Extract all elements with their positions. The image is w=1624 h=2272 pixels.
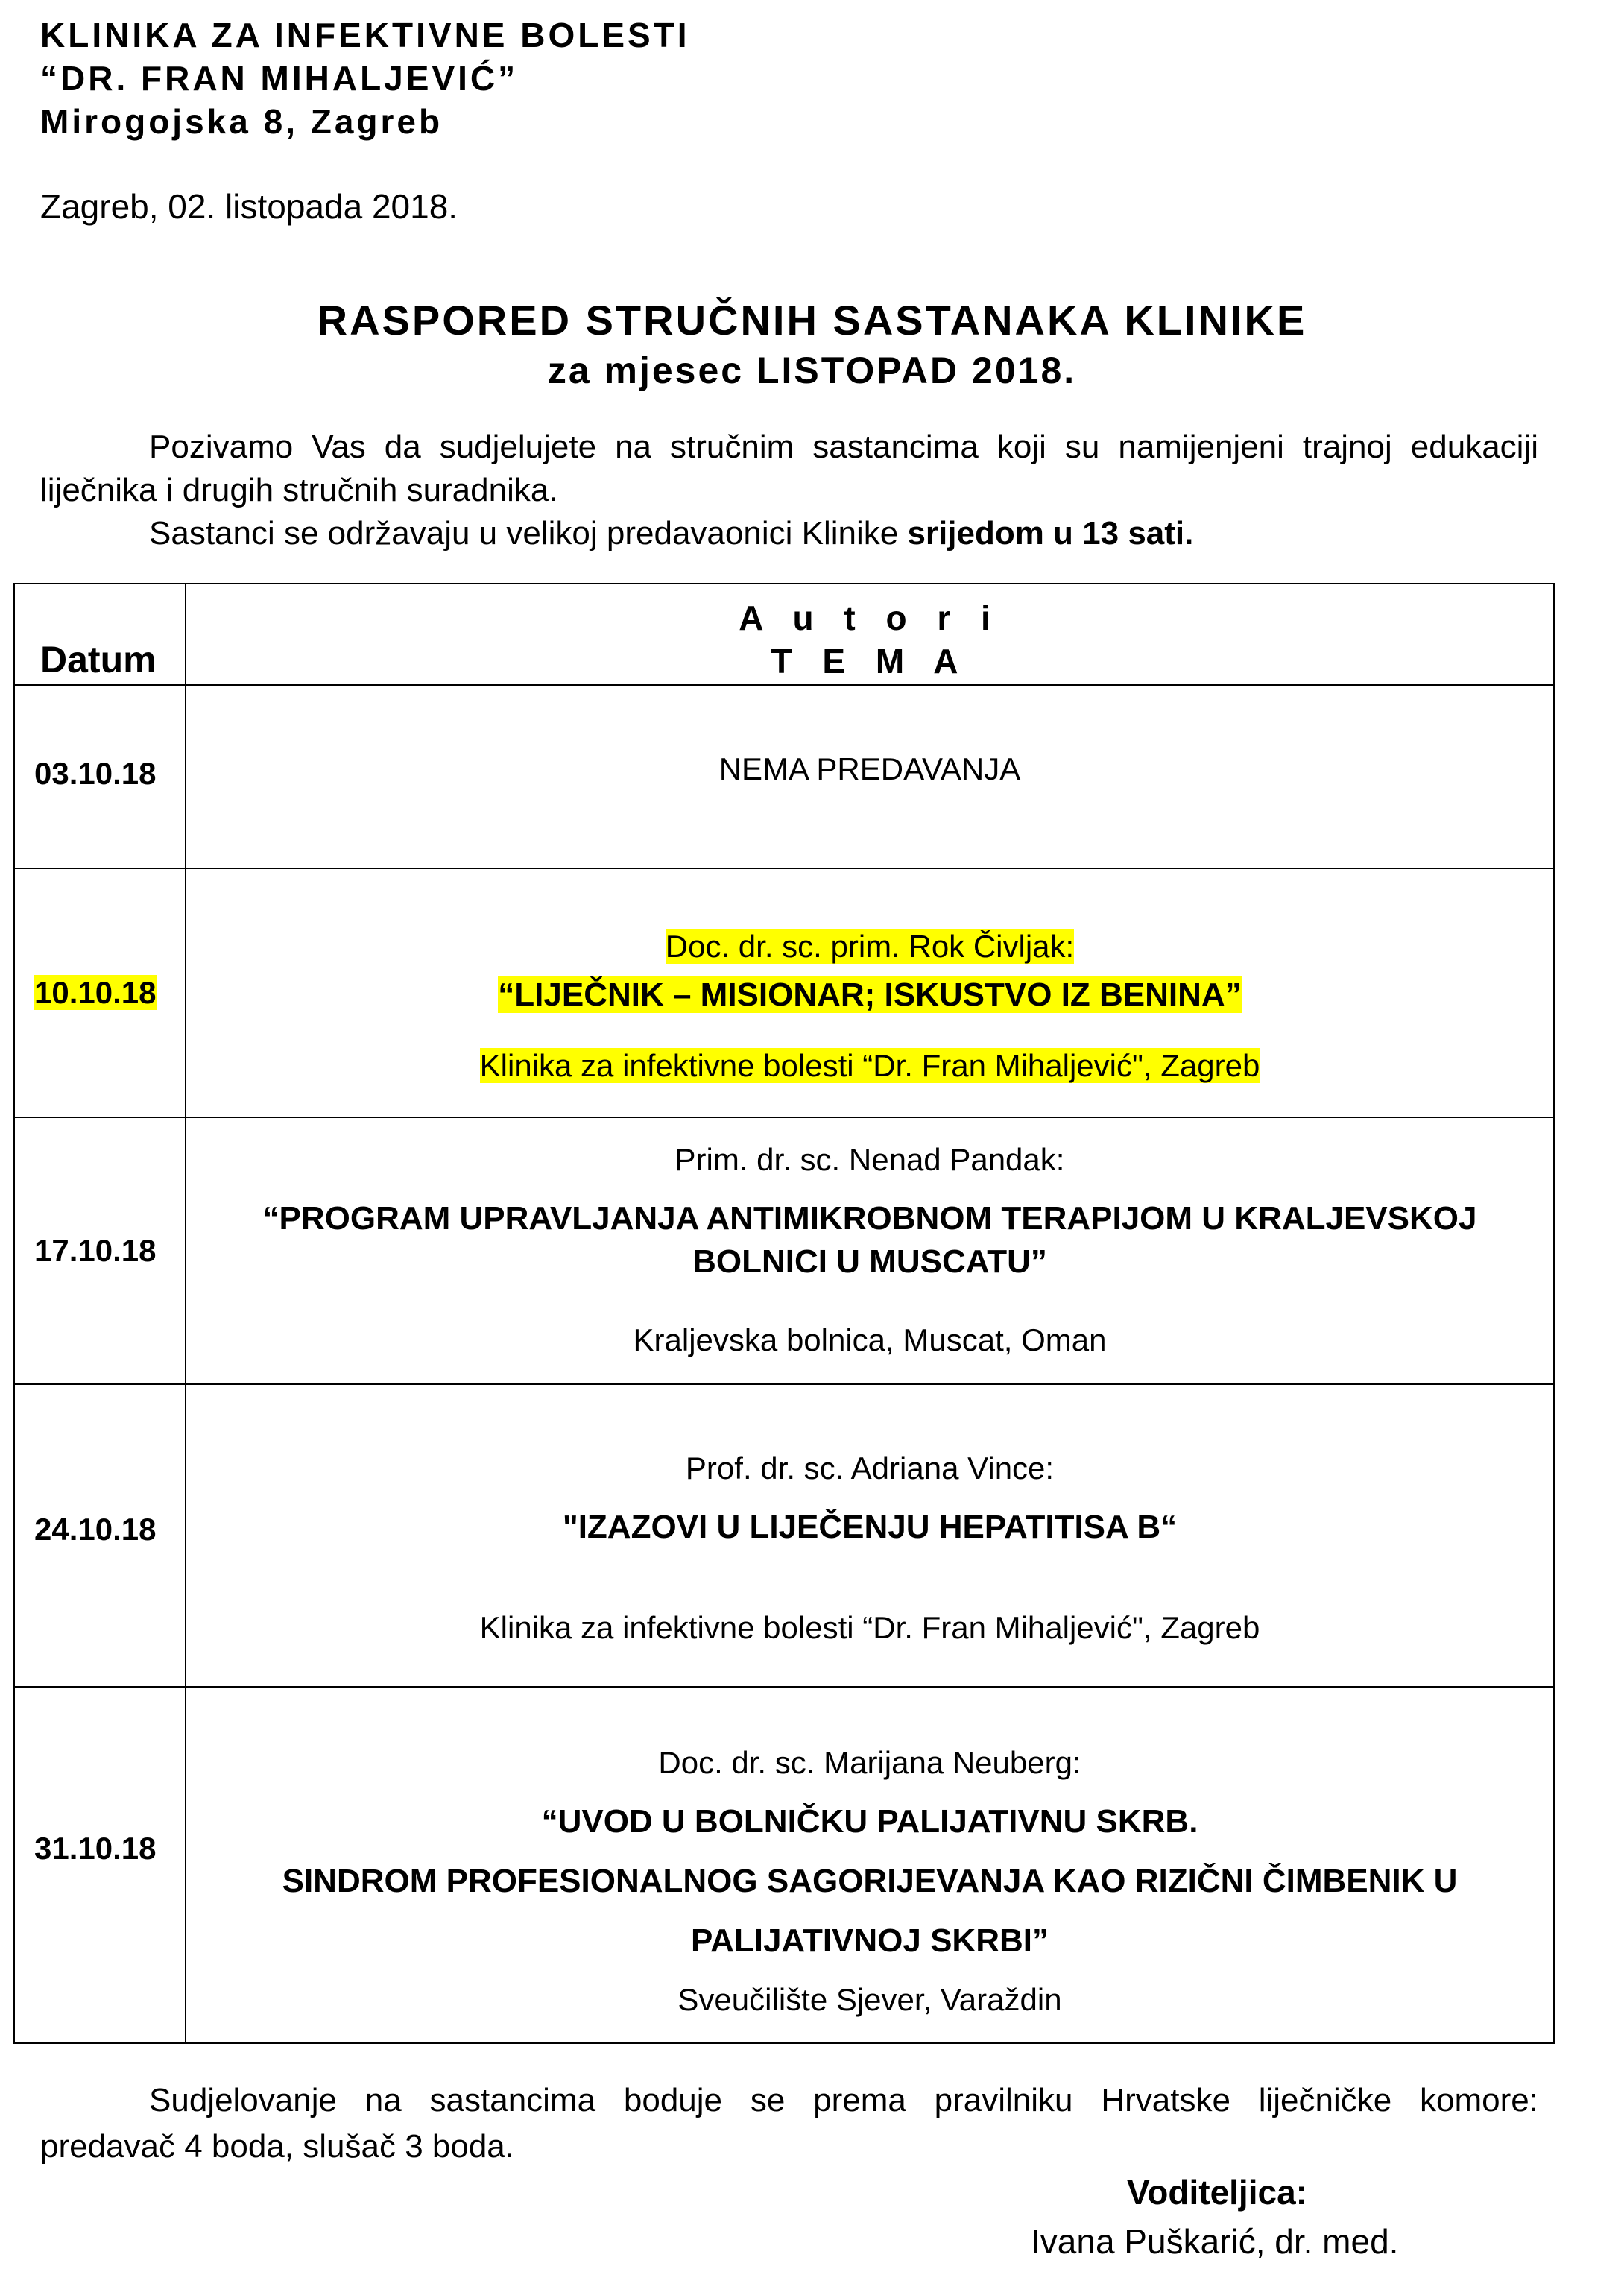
row-date: 03.10.18 [14, 685, 186, 868]
lecture-author: Doc. dr. sc. Marijana Neuberg: [658, 1745, 1081, 1780]
column-header-date: Datum [14, 584, 186, 685]
clinic-name: KLINIKA ZA INFEKTIVNE BOLESTI [40, 16, 690, 54]
lecture-author: Prof. dr. sc. Adriana Vince: [685, 1451, 1055, 1486]
row-topic [186, 868, 1554, 1117]
lecture-title-line-3: PALIJATIVNOJ SKRBI” [691, 1922, 1049, 1959]
row-date [14, 868, 186, 1117]
row-topic [186, 1384, 1554, 1687]
row-date: 17.10.18 [14, 1117, 186, 1384]
schedule-table [13, 583, 1555, 2044]
table-row [14, 1687, 1554, 2043]
lecture-author: Doc. dr. sc. prim. Rok Čivljak: [665, 929, 1075, 964]
intro-line-1: Pozivamo Vas da sudjelujete na stručnim sastancima koji su namijenjeni trajnoj edukaciji [149, 429, 1538, 465]
intro-line-3 [40, 517, 1538, 550]
table-header-row [14, 584, 1554, 685]
intro-line-2: liječnika i drugih stručnih suradnika. [40, 472, 558, 508]
signatory-role: Voditeljica: [1127, 2173, 1307, 2212]
lecture-institution: Klinika za infektivne bolesti “Dr. Fran Mihaljević", Zagreb [479, 1048, 1260, 1083]
intro-paragraph [40, 431, 1538, 550]
clinic-name-quoted: “DR. FRAN MIHALJEVIĆ” [40, 59, 519, 98]
intro-schedule-text: Sastanci se održavaju u velikoj predavaonici Klinike [149, 515, 908, 552]
lecture-title-line-1: “UVOD U BOLNIČKU PALIJATIVNU SKRB. [541, 1803, 1198, 1840]
row-topic [186, 1687, 1554, 2043]
row-topic [186, 1117, 1554, 1384]
column-header-authors-label: A u t o r i [739, 599, 1001, 637]
intro-schedule-time: srijedom u 13 sati. [907, 515, 1194, 552]
lecture-title-line-2: BOLNICI U MUSCATU” [692, 1243, 1047, 1280]
footer-line-2: predavač 4 boda, slušač 3 boda. [40, 2128, 515, 2165]
lecture-institution: Sveučilište Sjever, Varaždin [677, 1982, 1062, 2017]
footer-line-1: Sudjelovanje na sastancima boduje se prema pravilniku Hrvatske liječničke komore: [149, 2082, 1538, 2118]
signatory-name: Ivana Puškarić, dr. med. [1031, 2222, 1399, 2261]
footer-paragraph [40, 2084, 1538, 2163]
lecture-author: Prim. dr. sc. Nenad Pandak: [674, 1142, 1065, 1177]
document-subtitle: za mjesec LISTOPAD 2018. [547, 350, 1077, 391]
table-row [14, 1384, 1554, 1687]
row-topic [186, 685, 1554, 868]
lecture-title-line-2: SINDROM PROFESIONALNOG SAGORIJEVANJA KAO RIZIČNI ČIMBENIK U [282, 1863, 1458, 1899]
lecture-institution: Klinika za infektivne bolesti “Dr. Fran Mihaljević", Zagreb [479, 1610, 1260, 1645]
document-date: Zagreb, 02. listopada 2018. [40, 187, 458, 226]
clinic-address: Mirogojska 8, Zagreb [40, 102, 443, 141]
highlighted-date: 10.10.18 [34, 975, 157, 1010]
table-row [14, 685, 1554, 868]
row-date: 31.10.18 [14, 1687, 186, 2043]
column-header-topic [186, 584, 1554, 685]
lecture-title: “LIJEČNIK – MISIONAR; ISKUSTVO IZ BENINA” [498, 976, 1242, 1013]
row-date: 24.10.18 [14, 1384, 186, 1687]
no-lecture-text: NEMA PREDAVANJA [718, 751, 1021, 786]
table-row [14, 868, 1554, 1117]
column-header-topic-label: T E M A [771, 642, 969, 681]
lecture-title: "IZAZOVI U LIJEČENJU HEPATITISA B“ [562, 1509, 1178, 1545]
document-title: RASPORED STRUČNIH SASTANAKA KLINIKE [317, 297, 1307, 344]
lecture-institution: Kraljevska bolnica, Muscat, Oman [633, 1322, 1107, 1357]
lecture-title-line-1: “PROGRAM UPRAVLJANJA ANTIMIKROBNOM TERAPIJOM U KRALJEVSKOJ [262, 1200, 1477, 1237]
table-row [14, 1117, 1554, 1384]
